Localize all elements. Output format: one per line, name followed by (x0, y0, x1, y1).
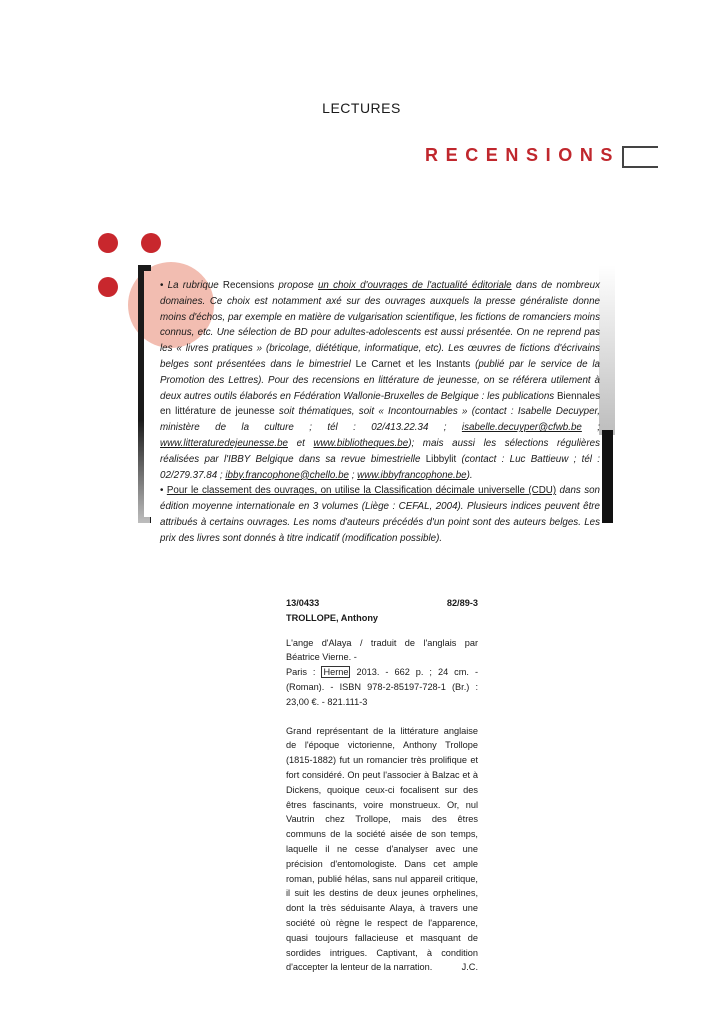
bibliographic-record: L'ange d'Alaya / traduit de l'anglais par Béatrice Vierne. - Paris : Herne 2013. - 662 p. ; 24 cm. - (Roman). - ISBN 978-2-85197-728-1 (Br.) : 23,00 €. - 821.111-3 (286, 637, 479, 707)
highlight-text: un choix d'ouvrages de l'actualité éditoriale (317, 280, 512, 291)
title-bracket-icon (622, 146, 658, 168)
book-review (286, 596, 478, 975)
website-link[interactable]: www.bibliotheques.be (313, 437, 409, 449)
page-header: LECTURES (322, 100, 401, 116)
right-bracket-icon (602, 430, 613, 523)
intro-paragraph-classement: • Pour le classement des ouvrages, on utilise la Classification décimale universelle (CDU) dans son édition moyenne internationale en 3 volumes (Liège : CEFAL, 2004). Plusieurs indices peuvent être attribués à certains ouvrages. Les noms d'auteurs précédés d'un point sont des auteurs belges. Les prix des livres sont donnés à titre indicatif (modification possible). (160, 485, 601, 544)
reference-number: 13/0433 (286, 598, 320, 608)
intro-notice (160, 278, 600, 547)
decorative-dot-icon (98, 277, 118, 297)
review-header (286, 596, 478, 611)
author-name: TROLLOPE, Anthony (286, 612, 379, 623)
bracket-fade (136, 420, 150, 528)
website-link[interactable]: www.litteraturedejeunesse.be (160, 437, 288, 449)
email-link[interactable]: isabelle.decuyper@cfwb.be (461, 422, 582, 434)
right-bracket-fade (599, 265, 615, 435)
review-body: Grand représentant de la littérature anglaise de l'époque victorienne, Anthony Trollope (1815-1882) fut un romancier très prolifique et fort considéré. On peut l'associer à Balzac et à Dickens, quoique ceux-ci focalisent sur des êtres fascinants, voire monstrueux. Or, nul Vautrin chez Trollope, mais des êtres communs de la société aisée de son temps, laquelle il ne cesse d'analyser avec une précision d'entomologiste. Dans cet ample roman, publié hélas, sans nul appareil critique, il suit les destins de deux jeunes orphelines, dont la très séduisante Alaya, à travers une société où règne le respect de l'apparence, quasi toujours fallacieuse et masquant de sordides intrigues. Captivant, à condition d'accepter la lenteur de la narration. J.C. (286, 724, 478, 976)
decorative-dot-icon (98, 233, 118, 253)
intro-paragraph-rubrique: • La rubrique Recensions propose un choix d'ouvrages de l'actualité éditoriale dans de nombreux domaines. Ce choix est notamment axé sur des ouvrages auxquels la presse généraliste donne moins d'échos, par exemple en matière de vulgarisation scientifique, les fictions de romanciers moins connus, etc. Une sélection de BD pour adultes-adolescents est aussi présentée. On ne reprend pas les « livres pratiques » (bricolage, diététique, informatique, etc). Les œuvres de fictions d'écrivains belges sont présentées dans le bimestriel Le Carnet et les Instants (publié par le service de la Promotion des Lettres). Pour des recensions en littérature de jeunesse, on se référera utilement à deux autres outils élaborés en Fédération Wallonie-Bruxelles de Belgique : les publications Biennales en littérature de jeunesse soit thématiques, soit « Incontournables » (contact : Isabelle Decuyper, ministère de la culture ; tél : 02/413.22.34 ; isabelle.decuyper@cfwb.be ; www.litteraturedejeunesse.be et www.bibliotheques.be); mais aussi les sélections régulières réalisées par l'IBBY Belgique dans sa revue bimestrielle Libbylit (contact : Luc Battieuw ; tél : 02/279.37.84 ; ibby.francophone@chello.be ; www.ibbyfrancophone.be). (160, 280, 600, 481)
publisher-name: Herne (323, 667, 349, 678)
email-link[interactable]: ibby.francophone@chello.be (225, 469, 349, 481)
section-title: RECENSIONS (425, 145, 621, 165)
book-title: L'ange d'Alaya (286, 637, 352, 648)
website-link[interactable]: www.ibbyfrancophone.be (357, 469, 467, 481)
classification-code: 82/89-3 (446, 598, 478, 608)
highlight-text: Pour le classement des ouvrages, on utilise la Classification décimale universelle (CDU) (166, 485, 557, 497)
decorative-dot-icon (141, 233, 161, 253)
reviewer-signature: J.C. (461, 962, 478, 973)
